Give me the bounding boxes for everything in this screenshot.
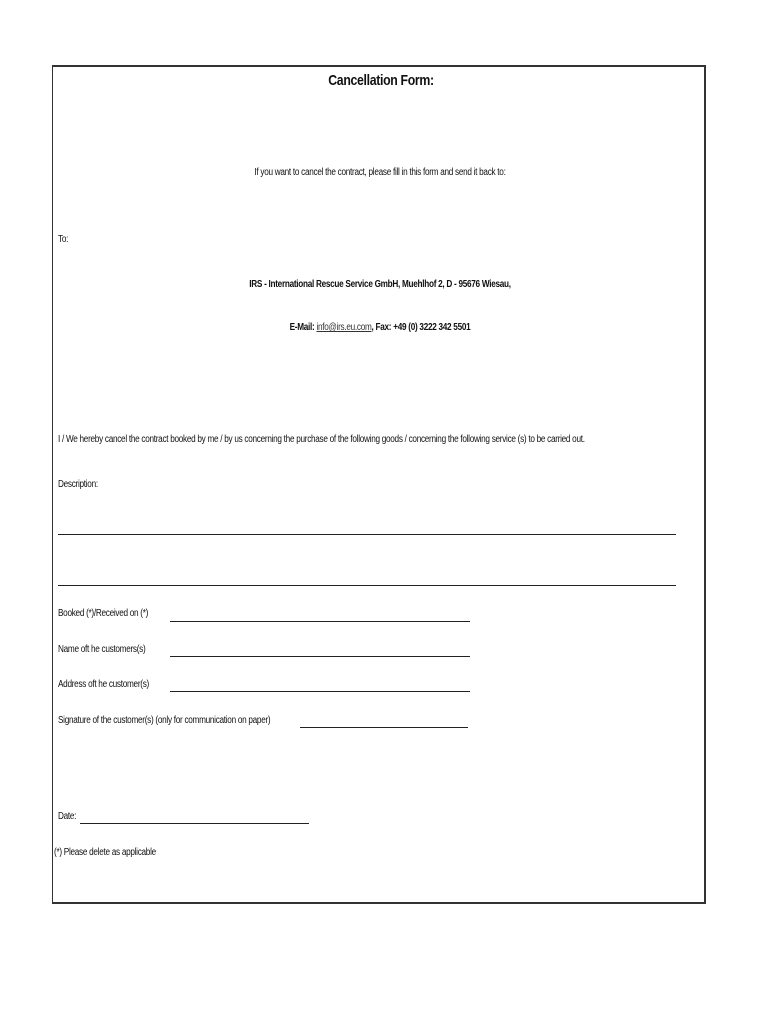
intro-text: If you want to cancel the contract, please fill in this form and send it back to: [254, 167, 506, 178]
booked-received-label: Booked (*)/Received on (*) [58, 608, 149, 619]
booked-received-field[interactable] [170, 621, 470, 622]
fax-text: , Fax: +49 (0) 3222 342 5501 [371, 322, 471, 333]
company-address: IRS - International Rescue Service GmbH, Muehlhof 2, D - 95676 Wiesau, [249, 279, 511, 290]
form-title: Cancellation Form: [328, 72, 434, 89]
customer-name-label: Name oft he customers(s) [58, 644, 146, 655]
document-frame [52, 65, 706, 904]
date-label: Date: [58, 811, 77, 822]
contact-line [290, 322, 471, 333]
to-label: To: [58, 234, 69, 245]
email-link[interactable]: info@irs.eu.com [316, 322, 372, 333]
cancellation-statement: I / We hereby cancel the contract booked by me / by us concerning the purchase of the following goods / concerning the following service (s) to be carried out. [58, 434, 585, 445]
footnote: (*) Please delete as applicable [54, 847, 156, 858]
signature-label: Signature of the customer(s) (only for communication on paper) [58, 715, 271, 726]
customer-address-label: Address oft he customer(s) [58, 679, 149, 690]
email-label: E-Mail: [289, 322, 315, 333]
description-line-2[interactable] [58, 585, 676, 586]
signature-field[interactable] [300, 727, 468, 728]
customer-address-field[interactable] [170, 691, 470, 692]
description-line-1[interactable] [58, 534, 676, 535]
customer-name-field[interactable] [170, 656, 470, 657]
description-label: Description: [58, 479, 98, 490]
date-field[interactable] [80, 823, 309, 824]
